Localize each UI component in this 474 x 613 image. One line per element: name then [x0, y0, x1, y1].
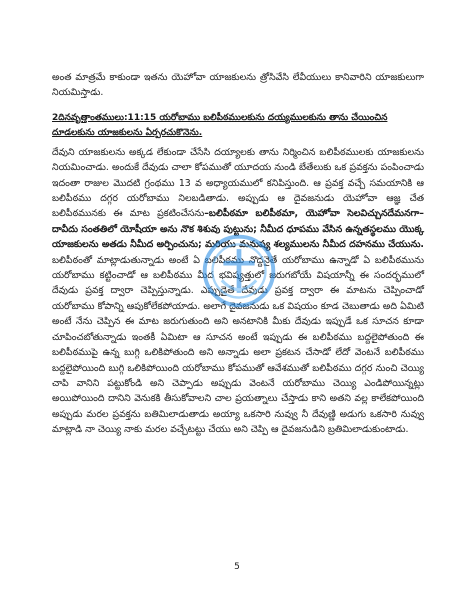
page-number: 5	[234, 562, 240, 572]
blue-circular-logo-icon	[200, 232, 278, 310]
body-text-part-2: బలిపీఠంతో మాట్లాడుతున్నాడు అంటే ఏ బలిపీఠము నొద్దనైతే యరోబాము ఉన్నాడో ఏ బలిపీఠమును యరోబాము కట్టించాడో ఆ బలిపీఠము మీద భవిష్యత్తులో జరుగబోయే విషయాన్నీ ఈ సందర్భములో దేవుడు ప్రవక్త ద్వారా చెప్పిస్తున్నాడు. ఎప్పుడైతే దేవుడు ప్రవక్త ద్వారా ఈ మాటను చెప్పించాడో యరోబాము కోపాన్ని ఆపుకోలేకపోయాడు. అలాగే దైవజనుడు ఒక విషయం కూడ చెబుతాడు అది ఏమిటి అంటే నేను చెప్పిన ఈ మాట జరుగుతుంది అని అనటానికి మీకు దేవుడు ఇప్పుడే ఒక సూచన కూడా చూపించబోతున్నాడు ఇంతకీ ఏమిటా ఆ సూచన అంటే ఇప్పుడు ఈ బలిపీఠము బద్దలైపోతుంది ఈ బలిపీఠముపై ఉన్న బుగ్గి ఒలికిపోతుంది అని అన్నాడు అలా ప్రకటన చేసాడో లేదో వెంటనే బలిపీఠము బద్దలైపోయింది బుగ్గి ఒలికిపోయింది యరోబాము కోపముతో ఆవేశముతో బలిపీఠము దగ్గర నుంచి చెయ్యి చాపి వానిని పట్టుకోండి అని చెప్పాడు అప్పుడు వెంటనే యరోబాము చెయ్యి ఎండిపోయిన్నట్లు అయిపోయింది దానిని వెనుకకి తీసుకోవాలని చాల ప్రయత్నాలు చేస్తాడు కాని అతని వల్ల కాలేకపోయింది అప్పుడు మరల ప్రవక్తను బతిమిలాడుతాడు అయ్యా ఒకసారి నువ్వు నీ దేవుణ్ణి అడుగు ఒకసారి నువ్వు మాట్లాడి నా చెయ్యి నాకు మరల వచ్చేటట్టు చేయు అని చెప్పి ఆ దైవజనుడిని బ్రతిమిలాడుకుంటాడు.	[52, 254, 424, 436]
body-text-part-1: దేవుని యాజకులను అక్కడ లేకుండా చేసేసి దయ్యాలకు తాను నిర్మించిన బలిపీఠములకు యాజకులను నియమించాడు. అందుకే దేవుడు చాలా కోపముతో యూదయ నుండి బేతేలుకు ఒక ప్రవక్తను పంపించాడు ఇదంతా రాజుల మొదటి గ్రంథము 13 వ అధ్యాయములో కనిపిస్తుంది. ఆ ప్రవక్త వచ్చే సమయానికి ఆ బలిపీఠము దగ్గర యరోబాము నిలబడితాడు. అప్పుడు ఆ దైవజనుడు యెహోవా ఆజ్ఞ చేత బలిపీఠమునకు ఈ మాట ప్రకటించేసను	[52, 146, 424, 220]
body-bold-quote: –బలిపీఠమా బలిపీఠమా, యెహోవా సెలవిచ్చునదేమనగా–దావీదు సంతతిలో యోషీయా అను నొక శిశువు పుట్టును; నీమీద ధూపము వేసిన ఉన్నతస్థలము యొక్క యాజకులను అతడు నీమీద అర్పించును; మరియు మనుష్య శల్యములను నీమీద దహనము చేయును.	[52, 208, 424, 251]
verse-heading-line-2: దూడలకును యాజకులను ఏర్పరచుకొనెను.	[52, 127, 203, 138]
intro-paragraph: అంత మాత్రమే కాకుండా ఇతను యెహోవా యాజకులను త్రోసివేసి లేవీయులు కానివారిని యాజకులుగా నియమిస్తాడు.	[52, 72, 424, 99]
verse-heading-line-1: 2దినవృత్తాంతములు:11:15 యరోబాము బలిపీఠములకును దయ్యములకును తాను చేయించిన	[52, 112, 388, 123]
